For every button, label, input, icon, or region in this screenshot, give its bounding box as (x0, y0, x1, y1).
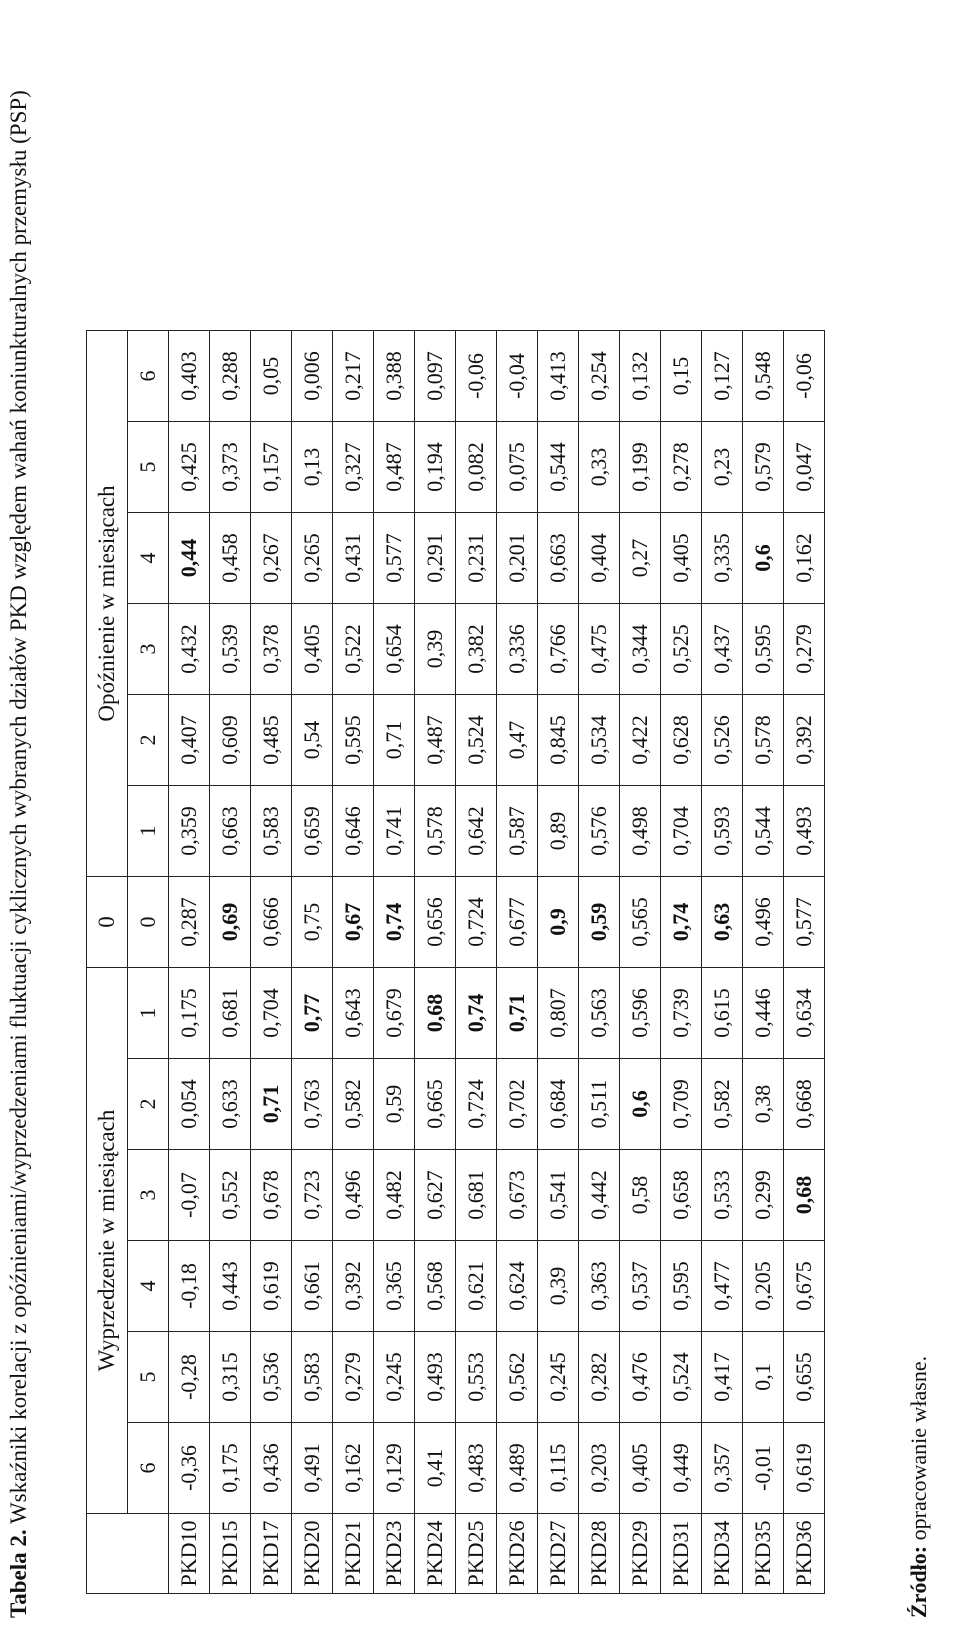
group-header-lag: Opóźnienie w miesiącach (87, 331, 128, 877)
table-cell: 0,157 (251, 422, 292, 513)
table-cell: 0,496 (743, 877, 784, 968)
table-cell: 0,217 (333, 331, 374, 422)
table-cell: 0,633 (210, 1059, 251, 1150)
group-header-lead: Wyprzedzenie w miesiącach (87, 968, 128, 1514)
table-cell: 0,562 (497, 1332, 538, 1423)
table-cell: 0,27 (620, 513, 661, 604)
table-cell: 0,405 (292, 604, 333, 695)
table-cell: 0,437 (702, 604, 743, 695)
table-cell: 0,422 (620, 695, 661, 786)
table-cell: 0,654 (374, 604, 415, 695)
table-cell: 0,162 (333, 1423, 374, 1514)
table-cell: 0,568 (415, 1241, 456, 1332)
table-cell: 0,724 (456, 877, 497, 968)
table-cell: 0,359 (169, 786, 210, 877)
caption-label: Tabela 2. (6, 1529, 31, 1618)
table-cell: 0,47 (497, 695, 538, 786)
table-cell: -0,04 (497, 331, 538, 422)
table-cell: 0,392 (784, 695, 825, 786)
row-label: PKD35 (743, 1514, 784, 1594)
lag-header-10: 4 (128, 513, 169, 604)
table-cell: 0,609 (210, 695, 251, 786)
table-cell: 0,582 (702, 1059, 743, 1150)
table-cell: 0,525 (661, 604, 702, 695)
table-cell: 0,766 (538, 604, 579, 695)
table-cell: 0,658 (661, 1150, 702, 1241)
table-cell: 0,436 (251, 1423, 292, 1514)
table-cell: 0,13 (292, 422, 333, 513)
table-cell: 0,621 (456, 1241, 497, 1332)
table-cell: 0,63 (702, 877, 743, 968)
table-cell: 0,388 (374, 331, 415, 422)
table-cell: 0,724 (456, 1059, 497, 1150)
table-row (579, 331, 620, 1594)
table-cell: 0,595 (661, 1241, 702, 1332)
table-cell: 0,533 (702, 1150, 743, 1241)
table-cell: 0,194 (415, 422, 456, 513)
row-label: PKD21 (333, 1514, 374, 1594)
table-cell: 0,15 (661, 331, 702, 422)
table-cell: 0,175 (210, 1423, 251, 1514)
table-cell: 0,536 (251, 1332, 292, 1423)
table-cell: 0,205 (743, 1241, 784, 1332)
table-cell: 0,493 (415, 1332, 456, 1423)
table-cell: 0,579 (743, 422, 784, 513)
table-cell: 0,291 (415, 513, 456, 604)
table-cell: 0,365 (374, 1241, 415, 1332)
table-cell: 0,476 (620, 1332, 661, 1423)
table-cell: 0,548 (743, 331, 784, 422)
table-cell: 0,763 (292, 1059, 333, 1150)
table-cell: 0,74 (456, 968, 497, 1059)
table-cell: 0,475 (579, 604, 620, 695)
table-cell: 0,656 (415, 877, 456, 968)
row-label: PKD24 (415, 1514, 456, 1594)
table-cell: 0,299 (743, 1150, 784, 1241)
table-cell: 0,668 (784, 1059, 825, 1150)
table-cell: 0,315 (210, 1332, 251, 1423)
table-cell: 0,595 (333, 695, 374, 786)
table-cell: 0,663 (210, 786, 251, 877)
table-cell: 0,539 (210, 604, 251, 695)
table-cell: 0,565 (620, 877, 661, 968)
table-cell: 0,71 (374, 695, 415, 786)
table-cell: 0,485 (251, 695, 292, 786)
table-cell: 0,526 (702, 695, 743, 786)
table-cell: 0,678 (251, 1150, 292, 1241)
table-cell: 0,483 (456, 1423, 497, 1514)
table-cell: 0,684 (538, 1059, 579, 1150)
table-cell: 0,74 (661, 877, 702, 968)
lag-header-2: 4 (128, 1241, 169, 1332)
table-cell: 0,578 (415, 786, 456, 877)
table-cell: 0,77 (292, 968, 333, 1059)
table-cell: 0,723 (292, 1150, 333, 1241)
table-cell: 0,265 (292, 513, 333, 604)
table-cell: 0,563 (579, 968, 620, 1059)
lag-header-4: 2 (128, 1059, 169, 1150)
table-cell: 0,71 (251, 1059, 292, 1150)
table-cell: 0,162 (784, 513, 825, 604)
table-cell: 0,203 (579, 1423, 620, 1514)
table-row (333, 331, 374, 1594)
table-cell: 0,9 (538, 877, 579, 968)
table-cell: 0,807 (538, 968, 579, 1059)
table-cell: 0,845 (538, 695, 579, 786)
table-cell: 0,619 (784, 1423, 825, 1514)
table-cell: 0,231 (456, 513, 497, 604)
table-cell: 0,577 (784, 877, 825, 968)
table-cell: 0,89 (538, 786, 579, 877)
table-cell: 0,578 (743, 695, 784, 786)
table-cell: 0,69 (210, 877, 251, 968)
table-cell: 0,115 (538, 1423, 579, 1514)
table-cell: 0,245 (374, 1332, 415, 1423)
table-cell: 0,646 (333, 786, 374, 877)
table-row (169, 331, 210, 1594)
table-cell: 0,583 (292, 1332, 333, 1423)
table-cell: 0,577 (374, 513, 415, 604)
table-cell: 0,288 (210, 331, 251, 422)
table-cell: 0,335 (702, 513, 743, 604)
lag-header-1: 5 (128, 1332, 169, 1423)
table-cell: 0,681 (456, 1150, 497, 1241)
table-cell: 0,544 (743, 786, 784, 877)
table-cell: 0,282 (579, 1332, 620, 1423)
lag-header-row (128, 331, 169, 1594)
table-cell: 0,627 (415, 1150, 456, 1241)
table-cell: 0,537 (620, 1241, 661, 1332)
table-row (415, 331, 456, 1594)
table-cell: 0,524 (456, 695, 497, 786)
lag-header-9: 3 (128, 604, 169, 695)
table-cell: 0,68 (415, 968, 456, 1059)
table-cell: 0,493 (784, 786, 825, 877)
row-label: PKD20 (292, 1514, 333, 1594)
table-cell: -0,28 (169, 1332, 210, 1423)
table-cell: 0,59 (374, 1059, 415, 1150)
table-cell: 0,279 (333, 1332, 374, 1423)
table-cell: 0,587 (497, 786, 538, 877)
table-cell: 0,279 (784, 604, 825, 695)
table-cell: 0,491 (292, 1423, 333, 1514)
table-cell: -0,18 (169, 1241, 210, 1332)
group-header-row (87, 331, 128, 1594)
table-cell: 0,327 (333, 422, 374, 513)
lag-header-3: 3 (128, 1150, 169, 1241)
table-cell: 0,05 (251, 331, 292, 422)
table-cell: 0,595 (743, 604, 784, 695)
table-cell: 0,425 (169, 422, 210, 513)
table-row (661, 331, 702, 1594)
table-cell: 0,443 (210, 1241, 251, 1332)
table-cell: 0,129 (374, 1423, 415, 1514)
table-cell: 0,254 (579, 331, 620, 422)
table-cell: -0,07 (169, 1150, 210, 1241)
table-cell: 0,739 (661, 968, 702, 1059)
table-cell: 0,075 (497, 422, 538, 513)
table-cell: 0,59 (579, 877, 620, 968)
table-cell: 0,75 (292, 877, 333, 968)
table-cell: 0,413 (538, 331, 579, 422)
table-row (743, 331, 784, 1594)
table-cell: 0,357 (702, 1423, 743, 1514)
table-row (456, 331, 497, 1594)
table-cell: 0,404 (579, 513, 620, 604)
caption-text: Wskaźniki korelacji z opóźnieniami/wyprzedzeniami fluktuacji cyklicznych wybranych działów PKD względem wahań koniunkturalnych przemysłu (PSP) (6, 90, 31, 1530)
table-cell: 0,431 (333, 513, 374, 604)
table-cell: 0,267 (251, 513, 292, 604)
table-cell: 0,1 (743, 1332, 784, 1423)
table-cell: 0,23 (702, 422, 743, 513)
table-cell: 0,487 (415, 695, 456, 786)
table-cell: 0,524 (661, 1332, 702, 1423)
table-cell: 0,054 (169, 1059, 210, 1150)
table-row (210, 331, 251, 1594)
table-cell: 0,403 (169, 331, 210, 422)
table-cell: 0,677 (497, 877, 538, 968)
lag-header-7: 1 (128, 786, 169, 877)
table-cell: 0,432 (169, 604, 210, 695)
table-row (538, 331, 579, 1594)
table-cell: 0,709 (661, 1059, 702, 1150)
table-cell: 0,363 (579, 1241, 620, 1332)
table-cell: -0,36 (169, 1423, 210, 1514)
table-cell: -0,01 (743, 1423, 784, 1514)
table-cell: 0,673 (497, 1150, 538, 1241)
table-cell: 0,71 (497, 968, 538, 1059)
table-body (169, 331, 825, 1594)
table-cell: 0,6 (743, 513, 784, 604)
table-cell: 0,245 (538, 1332, 579, 1423)
row-label: PKD15 (210, 1514, 251, 1594)
table-cell: 0,576 (579, 786, 620, 877)
row-label: PKD36 (784, 1514, 825, 1594)
table-cell: 0,344 (620, 604, 661, 695)
table-row (784, 331, 825, 1594)
table-cell: 0,582 (333, 1059, 374, 1150)
table-cell: 0,54 (292, 695, 333, 786)
row-label: PKD28 (579, 1514, 620, 1594)
lag-header-0: 6 (128, 1423, 169, 1514)
table-row (497, 331, 538, 1594)
table-cell: 0,373 (210, 422, 251, 513)
table-cell: 0,615 (702, 968, 743, 1059)
table-row (251, 331, 292, 1594)
table-caption (4, 18, 34, 1618)
table-cell: 0,442 (579, 1150, 620, 1241)
lag-header-11: 5 (128, 422, 169, 513)
table-cell: 0,74 (374, 877, 415, 968)
table-cell: 0,082 (456, 422, 497, 513)
table-cell: -0,06 (784, 331, 825, 422)
table-cell: 0,477 (702, 1241, 743, 1332)
table-cell: 0,679 (374, 968, 415, 1059)
row-label: PKD34 (702, 1514, 743, 1594)
table-cell: 0,41 (415, 1423, 456, 1514)
table-cell: 0,175 (169, 968, 210, 1059)
table-cell: 0,511 (579, 1059, 620, 1150)
corner-cell (87, 1514, 169, 1594)
table-cell: 0,38 (743, 1059, 784, 1150)
correlation-table (86, 330, 825, 1594)
table-cell: 0,392 (333, 1241, 374, 1332)
lag-header-5: 1 (128, 968, 169, 1059)
row-label: PKD23 (374, 1514, 415, 1594)
table-cell: 0,596 (620, 968, 661, 1059)
table-cell: 0,675 (784, 1241, 825, 1332)
lag-header-6: 0 (128, 877, 169, 968)
row-label: PKD27 (538, 1514, 579, 1594)
table-cell: 0,199 (620, 422, 661, 513)
table-cell: 0,655 (784, 1332, 825, 1423)
table-cell: 0,278 (661, 422, 702, 513)
table-cell: 0,33 (579, 422, 620, 513)
table-cell: 0,704 (251, 968, 292, 1059)
table-cell: 0,666 (251, 877, 292, 968)
row-label: PKD17 (251, 1514, 292, 1594)
table-cell: 0,583 (251, 786, 292, 877)
table-cell: 0,534 (579, 695, 620, 786)
table-cell: 0,449 (661, 1423, 702, 1514)
table-cell: 0,407 (169, 695, 210, 786)
table-cell: 0,496 (333, 1150, 374, 1241)
table-cell: 0,487 (374, 422, 415, 513)
lag-header-12: 6 (128, 331, 169, 422)
row-label: PKD10 (169, 1514, 210, 1594)
table-cell: 0,378 (251, 604, 292, 695)
table-cell: 0,287 (169, 877, 210, 968)
table-cell: 0,741 (374, 786, 415, 877)
table-cell: 0,39 (415, 604, 456, 695)
table-cell: 0,643 (333, 968, 374, 1059)
table-cell: 0,704 (661, 786, 702, 877)
table-cell: 0,522 (333, 604, 374, 695)
table-cell: 0,489 (497, 1423, 538, 1514)
table-cell: 0,498 (620, 786, 661, 877)
table-cell: 0,44 (169, 513, 210, 604)
table-cell: 0,634 (784, 968, 825, 1059)
table-cell: 0,417 (702, 1332, 743, 1423)
table-cell: 0,628 (661, 695, 702, 786)
table-cell: 0,6 (620, 1059, 661, 1150)
row-label: PKD29 (620, 1514, 661, 1594)
table-cell: 0,702 (497, 1059, 538, 1150)
table-cell: 0,624 (497, 1241, 538, 1332)
table-row (374, 331, 415, 1594)
table-row (292, 331, 333, 1594)
table-cell: 0,681 (210, 968, 251, 1059)
source-text: opracowanie własne. (906, 1355, 931, 1546)
table-cell: 0,544 (538, 422, 579, 513)
table-cell: 0,482 (374, 1150, 415, 1241)
table-cell: 0,097 (415, 331, 456, 422)
table-row (702, 331, 743, 1594)
table-cell: 0,68 (784, 1150, 825, 1241)
table-cell: 0,405 (661, 513, 702, 604)
table-cell: 0,39 (538, 1241, 579, 1332)
table-cell: 0,446 (743, 968, 784, 1059)
table-cell: 0,382 (456, 604, 497, 695)
table-cell: 0,201 (497, 513, 538, 604)
table-cell: 0,58 (620, 1150, 661, 1241)
table-cell: 0,659 (292, 786, 333, 877)
source-label: Źródło: (906, 1545, 931, 1618)
lag-header-8: 2 (128, 695, 169, 786)
table-cell: 0,047 (784, 422, 825, 513)
group-header-zero: 0 (87, 877, 128, 968)
table-cell: 0,132 (620, 331, 661, 422)
table-cell: 0,336 (497, 604, 538, 695)
table-cell: 0,67 (333, 877, 374, 968)
table-cell: 0,593 (702, 786, 743, 877)
table-cell: 0,541 (538, 1150, 579, 1241)
table-cell: 0,665 (415, 1059, 456, 1150)
table-cell: 0,006 (292, 331, 333, 422)
table-cell: 0,642 (456, 786, 497, 877)
table-row (620, 331, 661, 1594)
table-cell: 0,552 (210, 1150, 251, 1241)
row-label: PKD31 (661, 1514, 702, 1594)
table-cell: 0,619 (251, 1241, 292, 1332)
table-cell: 0,405 (620, 1423, 661, 1514)
table-cell: -0,06 (456, 331, 497, 422)
row-label: PKD26 (497, 1514, 538, 1594)
source-note (906, 1356, 932, 1618)
row-label: PKD25 (456, 1514, 497, 1594)
table-cell: 0,127 (702, 331, 743, 422)
table-cell: 0,553 (456, 1332, 497, 1423)
table-cell: 0,663 (538, 513, 579, 604)
table-cell: 0,661 (292, 1241, 333, 1332)
table-cell: 0,458 (210, 513, 251, 604)
